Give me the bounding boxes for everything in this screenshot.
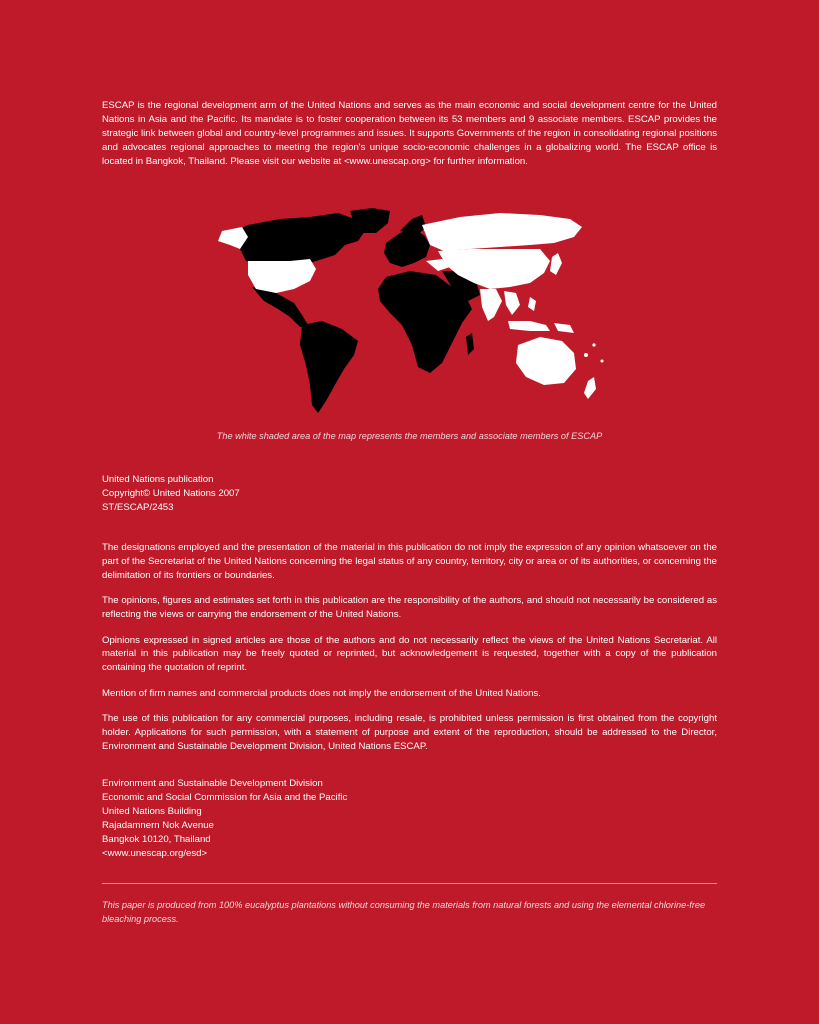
legal-notices: [102, 541, 717, 765]
map-caption: The white shaded area of the map represents the members and associate members of ESCAP: [216, 431, 603, 441]
address-street: Rajadamnern Nok Avenue: [102, 820, 214, 831]
address-commission: Economic and Social Commission for Asia and the Pacific: [102, 792, 348, 803]
address-division: Environment and Sustainable Development Division: [102, 778, 323, 789]
world-map: [190, 205, 620, 420]
legal-paragraph-designations: The designations employed and the presentation of the material in this publication do not imply the expression of any opinion whatsoever on the part of the Secretariat of the United Nations concerning the legal status of any country, territory, city or area or of its authorities, or concerning the delimitation of its frontiers or boundaries.: [102, 542, 717, 581]
address-website: <www.unescap.org/esd>: [102, 848, 208, 859]
legal-paragraph-opinions: The opinions, figures and estimates set forth in this publication are the responsibility of the authors, and should not necessarily be considered as reflecting the views or carrying the endorsement of the United Nations.: [102, 595, 717, 621]
document-symbol: ST/ESCAP/2453: [102, 502, 174, 513]
address-city: Bangkok 10120, Thailand: [102, 834, 211, 845]
contact-address: [102, 777, 717, 861]
legal-paragraph-signed-articles: Opinions expressed in signed articles are those of the authors and do not necessarily reflect the views of the United Nations Secretariat. All material in this publication may be freely quoted or reprinted, but acknowledgement is requested, together with a copy of the publication containing the quotation of reprint.: [102, 634, 717, 674]
world-map-graphic: [190, 205, 620, 420]
publication-info: [102, 473, 717, 515]
copyright-line: Copyright© United Nations 2007: [102, 488, 240, 499]
address-building: United Nations Building: [102, 806, 202, 817]
publication-line: United Nations publication: [102, 474, 214, 485]
legal-paragraph-commercial-use: The use of this publication for any commercial purposes, including resale, is prohibited unless permission is first obtained from the copyright holder. Applications for such permission, with a statement of purpose and extent of the reproduction, should be addressed to the Director, Environment and Sustainable Development Division, United Nations ESCAP.: [102, 713, 717, 752]
footer-divider: [102, 883, 717, 884]
intro-paragraph: ESCAP is the regional development arm of the United Nations and serves as the main economic and social development centre for the United Nations in Asia and the Pacific. Its mandate is to foster cooperation between its 53 members and 9 associate members. ESCAP provides the strategic link between global and country-level programmes and issues. It supports Governments of the region in consolidating regional positions and advocates regional approaches to meeting the region's unique socio-economic challenges in a globalizing world. The ESCAP office is located in Bangkok, Thailand. Please visit our website at <www.unescap.org> for further information.: [102, 100, 717, 167]
legal-paragraph-firm-names: Mention of firm names and commercial products does not imply the endorsement of the United Nations.: [102, 687, 541, 699]
paper-footnote: This paper is produced from 100% eucalyptus plantations without consuming the materials from natural forests and using the elemental chlorine-free bleaching process.: [102, 900, 706, 924]
